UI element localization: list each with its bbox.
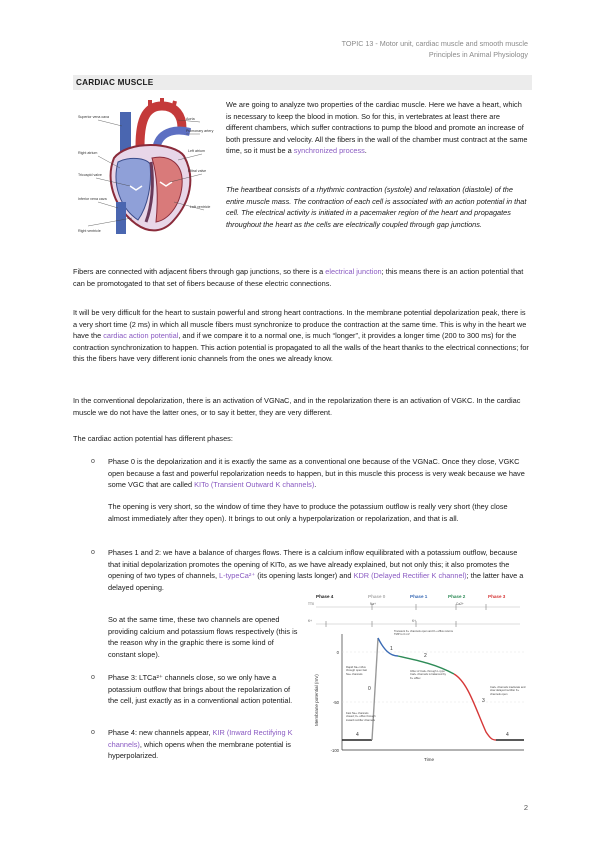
term-l-type-ca: L-typeCa²⁺ — [219, 571, 256, 581]
bullet-phase-4: Phase 4: new channels appear, KIR (Inward Rectifying K channels), which opens when the membrane potential is hyperpolarized. — [108, 728, 293, 761]
label-superior-vena-cava: Superior vena cava — [78, 115, 109, 119]
note-ca-balance: Influx of Ca2+ through L-type Ca2+ channels is balanced by K+ efflux — [410, 670, 446, 680]
bullet-marker: o — [91, 458, 95, 465]
ytick-minus-100: -100 — [330, 748, 339, 753]
paragraph-fibers: Fibers are connected with adjacent fibers through gap junctions, so there is a electrical junction; this means there is an action potential that can be promotogated to that set of fibers because of these electric connections. — [73, 267, 524, 288]
phase-num-0: 0 — [368, 686, 371, 692]
header-course: Principles in Animal Physiology — [428, 50, 528, 59]
ytick-0: 0 — [336, 650, 339, 655]
note-na-influx: Rapid Na+ influx through open fast Na+ channels — [346, 666, 367, 676]
channel-row-ca: Ca2+ — [456, 602, 464, 606]
action-potential-graph — [306, 590, 530, 768]
page-header — [342, 38, 528, 60]
phase-num-4b: 4 — [506, 732, 509, 738]
bullet-phase-0-detail: The opening is very short, so the window of time they have to produce the potassium outflow is really very short (they close almost immediately after they open). It brings to out only a hyperpolarization or repolarization, and that is all. — [108, 502, 508, 523]
bullet-marker: o — [91, 729, 95, 736]
phase-num-1: 1 — [390, 646, 393, 652]
term-electrical-junction: electrical junction — [325, 267, 382, 276]
channel-row-k1: K+ — [308, 619, 312, 623]
intro-paragraph-2: The heartbeat consists of a rhythmic contraction (systole) and relaxation (diastole) of the entire muscle mass. The contraction of each cell is associated with an action potential in that cell. The electrical activity is initiated in a pacemaker region of the heart and propagates throughout the heart as the cells are electrically coupled through gap junctions. — [226, 185, 527, 229]
paragraph-phases-intro: The cardiac action potential has different phases: — [73, 434, 233, 443]
term-kito: KITo (Transient Outward K channels) — [194, 480, 315, 490]
channel-row-na: Na+ — [370, 602, 376, 606]
heart-diagram — [78, 98, 220, 240]
phase-label-1: Phase 1 — [410, 594, 428, 599]
note-transient-k: Transient K+ channels open and K+ efflux returns TMP to 0 mV — [394, 630, 454, 637]
term-kir: KIR (Inward Rectifying K channels) — [108, 728, 293, 749]
bullet-phases-1-2: Phases 1 and 2: we have a balance of charges flows. There is a calcium inflow equilibrated with a potassium outflow, because that initial depolarization promotes the opening of KITo, as we have already explained, but not only this; it also promotes the opening of two types of channels, L-typeCa²⁺ (its opening lasts longer) and KDR (Delayed Rectifier K channel); the latter have a delayed opening. — [108, 548, 524, 592]
note-ca-inactivate: Ca2+ channels inactivate and slow delayed rectifier K+ channels open — [490, 686, 526, 696]
label-aorta: Aorta — [186, 117, 195, 121]
term-synchronized-process: synchronized process — [293, 146, 365, 156]
section-title: CARDIAC MUSCLE — [73, 75, 532, 90]
phase-label-2: Phase 2 — [448, 594, 466, 599]
phase-label-4: Phase 4 — [316, 594, 334, 599]
label-inferior-vena-cava: Inferior vena cava — [78, 197, 107, 201]
term-cardiac-action-potential: cardiac action potential — [103, 331, 179, 341]
label-right-ventricle: Right ventricle — [78, 229, 101, 233]
intro-paragraph-1: We are going to analyze two properties of the cardiac muscle. Here we have a heart, which is necessary to keep the blood in motion. So for this, in vertebrates at least there are different chambers, which suffer contractions to pump the blood and promote an increase of both pressure and velocity. All the fibers in the wall of the chamber must contract at the same time, so it must be a synchronized process. — [226, 100, 528, 156]
channel-row-ttx: TTX — [308, 602, 315, 606]
label-right-atrium: Right atrium — [78, 151, 98, 155]
x-axis-label: Time — [424, 757, 435, 762]
label-mitral-valve: Mitral valve — [188, 169, 207, 173]
bullet-phase-3: Phase 3: LTCa²⁺ channels close, so we only have a potassium outflow that brings about the repolarization of the cell, just exactly as in a conventional action potential. — [108, 673, 293, 706]
label-pulmonary-artery: Pulmonary artery — [186, 129, 214, 133]
bullet-marker: o — [91, 674, 95, 681]
y-axis-label: Membrane potential (mV) — [314, 674, 319, 726]
phase-label-3: Phase 3 — [488, 594, 506, 599]
header-topic: TOPIC 13 - Motor unit, cardiac muscle and smooth muscle — [341, 39, 528, 48]
bullet-phases-1-2-detail: So at the same time, these two channels are opened providing calcium and potassium flows respectively (this is the reason why in the graphic there is some kind of constant slope). — [108, 615, 298, 659]
label-left-ventricle: Left ventricle — [190, 205, 211, 209]
bullet-marker: o — [91, 549, 95, 556]
label-tricuspid-valve: Tricuspid valve — [78, 173, 102, 177]
paragraph-sustain: It will be very difficult for the heart to sustain powerful and strong heart contractions. In the membrane potential depolarization peak, there is a very short time (2 ms) in which all muscle fibers must synchronize to produce the contraction at the same time. This is why in the heart we have the cardiac action potential, and if we compare it to a normal one, is much “longer”, it provides a longer time (200 to 300 ms) for the contraction synchronization to happen. This action potential is propagated to all the walls of the heart thanks to the electrical connections; for this the fibers have very different ionic channels from the ones we already know. — [73, 308, 529, 364]
paragraph-vgnac: In the conventional depolarization, there is an activation of VGNaC, and in the repolarization there is an activation of VGKC. In the cardiac muscle we do not have the latter ones, or to say it better, they are very different. — [73, 396, 521, 417]
label-left-atrium: Left atrium — [188, 149, 205, 153]
term-kdr: KDR (Delayed Rectifier K channel) — [353, 571, 467, 581]
phase-num-3: 3 — [482, 698, 485, 704]
phase-num-4a: 4 — [356, 732, 359, 738]
page-number: 2 — [523, 803, 528, 812]
bullet-phase-0: Phase 0 is the depolarization and it is exactly the same as a conventional one because of the VGNaC. Once they close, VGKC open because a fast and powerful repolarization needs to happen, but in this muscle this process is very weak because we have some VGC that are called KITo (Transient Outward K channels). — [108, 457, 525, 490]
ytick-minus-50: -50 — [332, 700, 339, 705]
channel-row-k2: K+ — [412, 619, 416, 623]
phase-num-2: 2 — [424, 653, 427, 659]
note-inward-rectifier: Fast Na+ channels closed; K+ efflux through inward rectifier channels — [346, 712, 376, 722]
phase-label-0: Phase 0 — [368, 594, 386, 599]
